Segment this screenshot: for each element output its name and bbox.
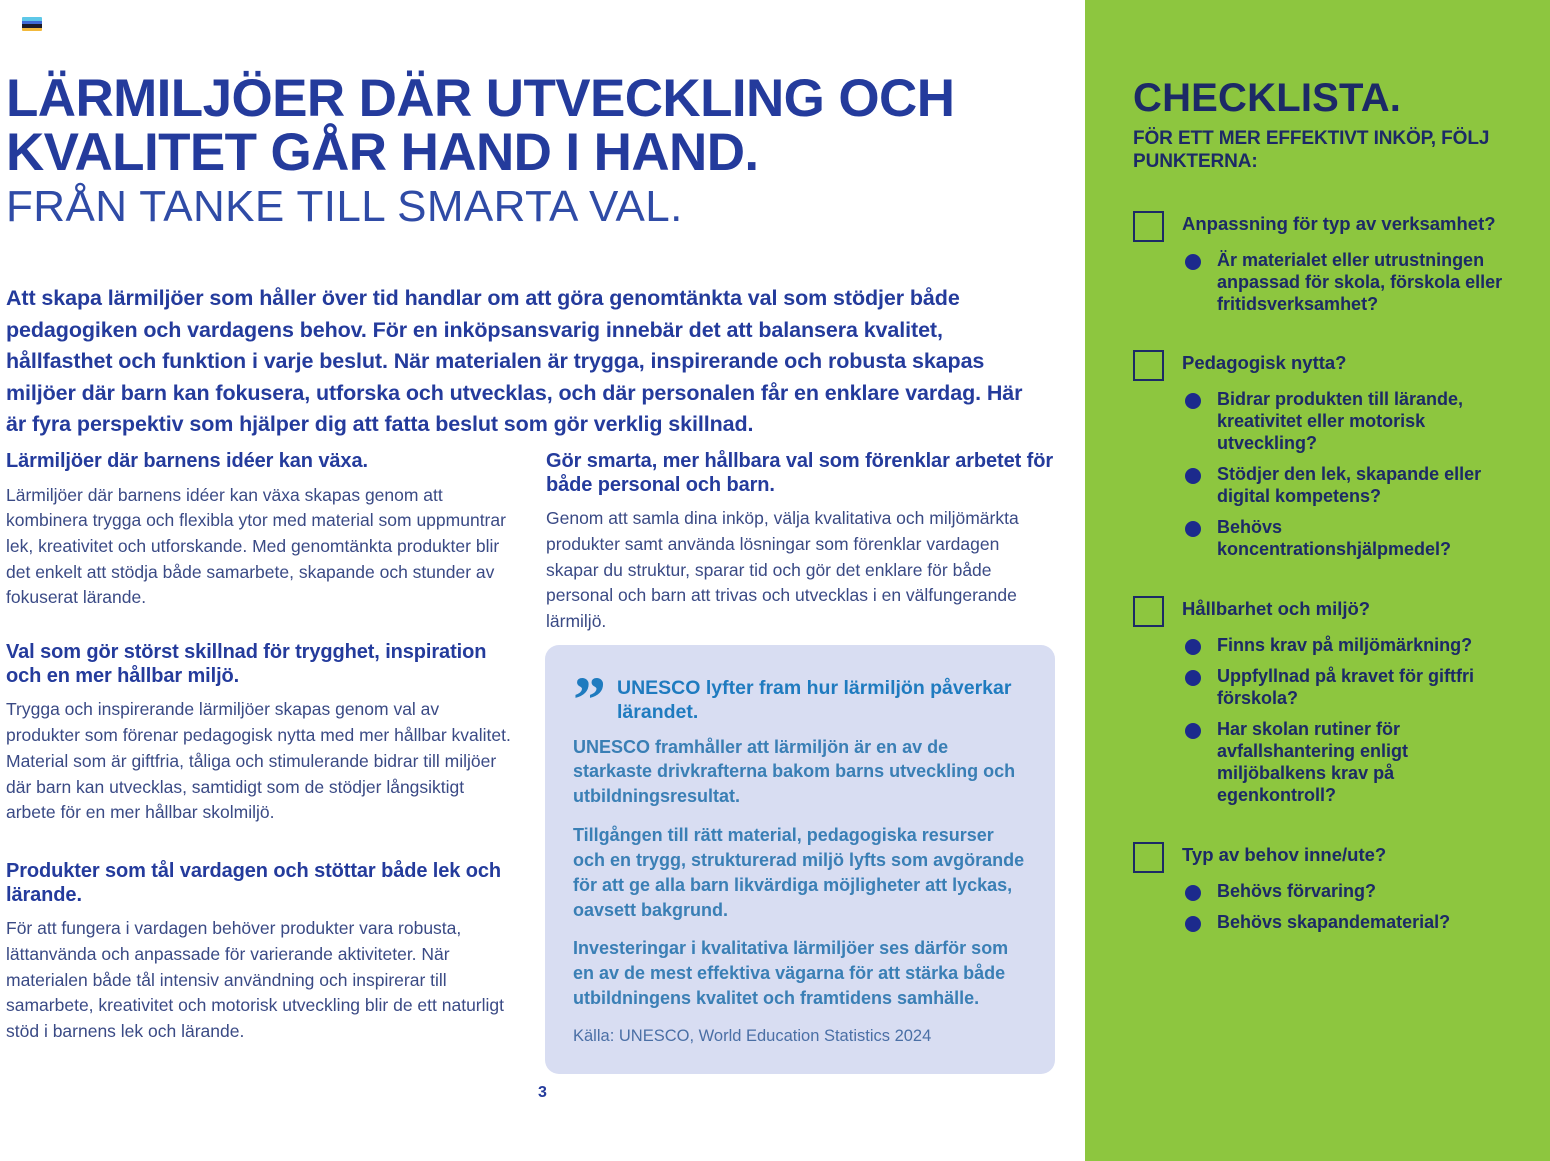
bullet-dot-icon <box>1185 916 1201 932</box>
checklist-item-text: Behövs förvaring? <box>1217 880 1377 901</box>
checklist-title: CHECKLISTA. <box>1133 76 1402 120</box>
section-body: Lärmiljöer där barnens idéer kan växa skapas genom att kombinera trygga och flexibla ytor med material som uppmuntrar lek, kreativitet och utforskande. Med genomtänkta produkter blir det enkelt att stödja både samarbete, skapande och stunder av fokuserat lärande. <box>6 484 506 608</box>
checkbox-icon[interactable] <box>1133 842 1164 873</box>
quote-source: Källa: UNESCO, World Education Statistics 2024 <box>573 1026 932 1045</box>
section-barnens-ideer <box>6 450 516 611</box>
checklist-item-text: Har skolan rutiner för avfallshantering enligt miljöbalkens krav på egenkontroll? <box>1217 718 1409 805</box>
list-item <box>1133 389 1522 455</box>
bullet-dot-icon <box>1185 670 1201 686</box>
list-item <box>1133 464 1522 508</box>
checklist-group-typ-av-behov <box>1133 841 1522 934</box>
checklist-item-text: Stödjer den lek, skapande eller digital kompetens? <box>1217 464 1482 507</box>
checklist-group-header[interactable] <box>1133 595 1522 627</box>
flag-stripes-icon <box>22 17 42 31</box>
quote-paragraph-2: Tillgången till rätt material, pedagogiska resurser och en trygg, strukturerad miljö lyfts som avgörande för att ge alla barn likvärdiga möjligheter att lyckas, oavsett bakgrund. <box>573 825 1025 920</box>
quote-paragraph-1: UNESCO framhåller att lärmiljön är en av de starkaste drivkrafterna bakom barns utveckling och utbildningsresultat. <box>573 736 1016 807</box>
unesco-quote-card <box>545 645 1055 1074</box>
section-smarta-hallbara-val <box>546 450 1056 635</box>
checklist-group-anpassning <box>1133 210 1522 316</box>
checklist-sub-items <box>1133 635 1522 807</box>
checklist-group-header[interactable] <box>1133 210 1522 242</box>
list-item <box>1133 250 1522 316</box>
bullet-dot-icon <box>1185 723 1201 739</box>
checkbox-icon[interactable] <box>1133 350 1164 381</box>
section-heading: Lärmiljöer där barnens idéer kan växa. <box>6 450 368 472</box>
checklist-item-text: Behövs skapandematerial? <box>1217 911 1451 932</box>
list-item <box>1133 517 1522 561</box>
section-heading: Val som gör störst skillnad för trygghet, inspiration och en mer hållbar miljö. <box>6 641 487 687</box>
quote-paragraph-3: Investeringar i kvalitativa lärmiljöer ses därför som en av de mest effektiva vägarna för att stärka både utbildningens kvalitet och framtidens samhälle. <box>573 938 1009 1009</box>
list-item <box>1133 635 1522 657</box>
checklist-group-hallbarhet-miljo <box>1133 595 1522 807</box>
checklist-group-label: Pedagogisk nytta? <box>1182 352 1347 374</box>
headline-line-1: LÄRMILJÖER DÄR UTVECKLING OCH <box>6 69 955 128</box>
quotation-mark-icon: ” <box>573 664 603 737</box>
checklist-group-label: Hållbarhet och miljö? <box>1182 598 1371 620</box>
checklist-item-text: Är materialet eller utrustningen anpassad för skola, förskola eller fritidsverksamhet? <box>1217 249 1503 314</box>
bullet-dot-icon <box>1185 639 1201 655</box>
checklist-group-label: Anpassning för typ av verksamhet? <box>1182 212 1496 234</box>
checklist-item-text: Uppfyllnad på kravet för giftfri förskola? <box>1217 666 1475 709</box>
checklist-group-header[interactable] <box>1133 349 1522 381</box>
checkbox-icon[interactable] <box>1133 211 1164 242</box>
section-heading: Produkter som tål vardagen och stöttar både lek och lärande. <box>6 859 502 906</box>
bullet-dot-icon <box>1185 393 1201 409</box>
checklist-sub-items <box>1133 250 1522 316</box>
page-subtitle: FRÅN TANKE TILL SMARTA VAL. <box>6 182 683 232</box>
list-item <box>1133 881 1522 903</box>
section-body: Genom att samla dina inköp, välja kvalitativa och miljömärkta produkter samt använda lösningar som förenklar vardagen skapar du struktur, sparar tid och gör det enklare för både personal och barn att trivas och utvecklas i en välfungerande lärmiljö. <box>546 508 1019 632</box>
quote-card-title: UNESCO lyfter fram hur lärmiljön påverkar lärandet. <box>617 677 1012 723</box>
headline-line-2: KVALITET GÅR HAND I HAND. <box>6 123 759 183</box>
page-title-block <box>6 69 1006 232</box>
checklist-item-text: Bidrar produkten till lärande, kreativitet eller motorisk utveckling? <box>1217 389 1464 454</box>
bullet-dot-icon <box>1185 521 1201 537</box>
checklist-groups <box>1133 210 1522 934</box>
checkbox-icon[interactable] <box>1133 596 1164 627</box>
bullet-dot-icon <box>1185 468 1201 484</box>
checklist-group-label: Typ av behov inne/ute? <box>1182 843 1387 865</box>
checklist-sub-items <box>1133 881 1522 934</box>
intro-paragraph: Att skapa lärmiljöer som håller över tid handlar om att göra genomtänkta val som stödjer både pedagogiken och vardagens behov. För en inköpsansvarig innebär det att balansera kvalitet, hållfasthet och funktion i varje beslut. När materialen är trygga, inspirerande och robusta skapas miljöer där barn kan fokusera, utforska och utvecklas, och där personalen får en enklare vardag. Här är fyra perspektiv som hjälper dig att fatta beslut som gör verklig skillnad. <box>6 286 1023 437</box>
left-column <box>6 450 516 1079</box>
list-item <box>1133 666 1522 710</box>
section-val-storst-skillnad <box>6 641 516 826</box>
page-title <box>6 69 1006 183</box>
checklist-panel <box>1085 0 1550 1161</box>
checklist-item-text: Finns krav på miljömärkning? <box>1217 635 1473 656</box>
bullet-dot-icon <box>1185 254 1201 270</box>
section-body: För att fungera i vardagen behöver produkter vara robusta, lättanvända och anpassade för varierande aktiviteter. När materialen både tål intensiv användning och inspirerar till samarbete, kreativitet och motorisk utveckling blir de ett naturligt stöd i barnens lek och lärande. <box>6 918 504 1042</box>
checklist-group-header[interactable] <box>1133 841 1522 873</box>
checklist-group-pedagogisk-nytta <box>1133 349 1522 561</box>
checklist-subtitle: FÖR ETT MER EFFEKTIVT INKÖP, FÖLJ PUNKTERNA: <box>1133 128 1490 172</box>
quote-card-header <box>573 664 1025 737</box>
bullet-dot-icon <box>1185 885 1201 901</box>
checklist-sub-items <box>1133 389 1522 561</box>
list-item <box>1133 719 1522 807</box>
section-produkter-tal-vardagen <box>6 860 516 1045</box>
list-item <box>1133 912 1522 934</box>
page-number: 3 <box>538 1084 547 1101</box>
checklist-item-text: Behövs koncentrationshjälpmedel? <box>1217 517 1452 560</box>
section-heading: Gör smarta, mer hållbara val som förenklar arbetet för både personal och barn. <box>546 450 1054 496</box>
section-body: Trygga och inspirerande lärmiljöer skapas genom val av produkter som förenar pedagogisk nytta med mer hållbar kvalitet. Material som är giftfria, tåliga och stimulerande bidrar till miljöer där barn kan utvecklas, samtidigt som de stödjer långsiktigt arbete för en mer hållbar skolmiljö. <box>6 699 511 823</box>
